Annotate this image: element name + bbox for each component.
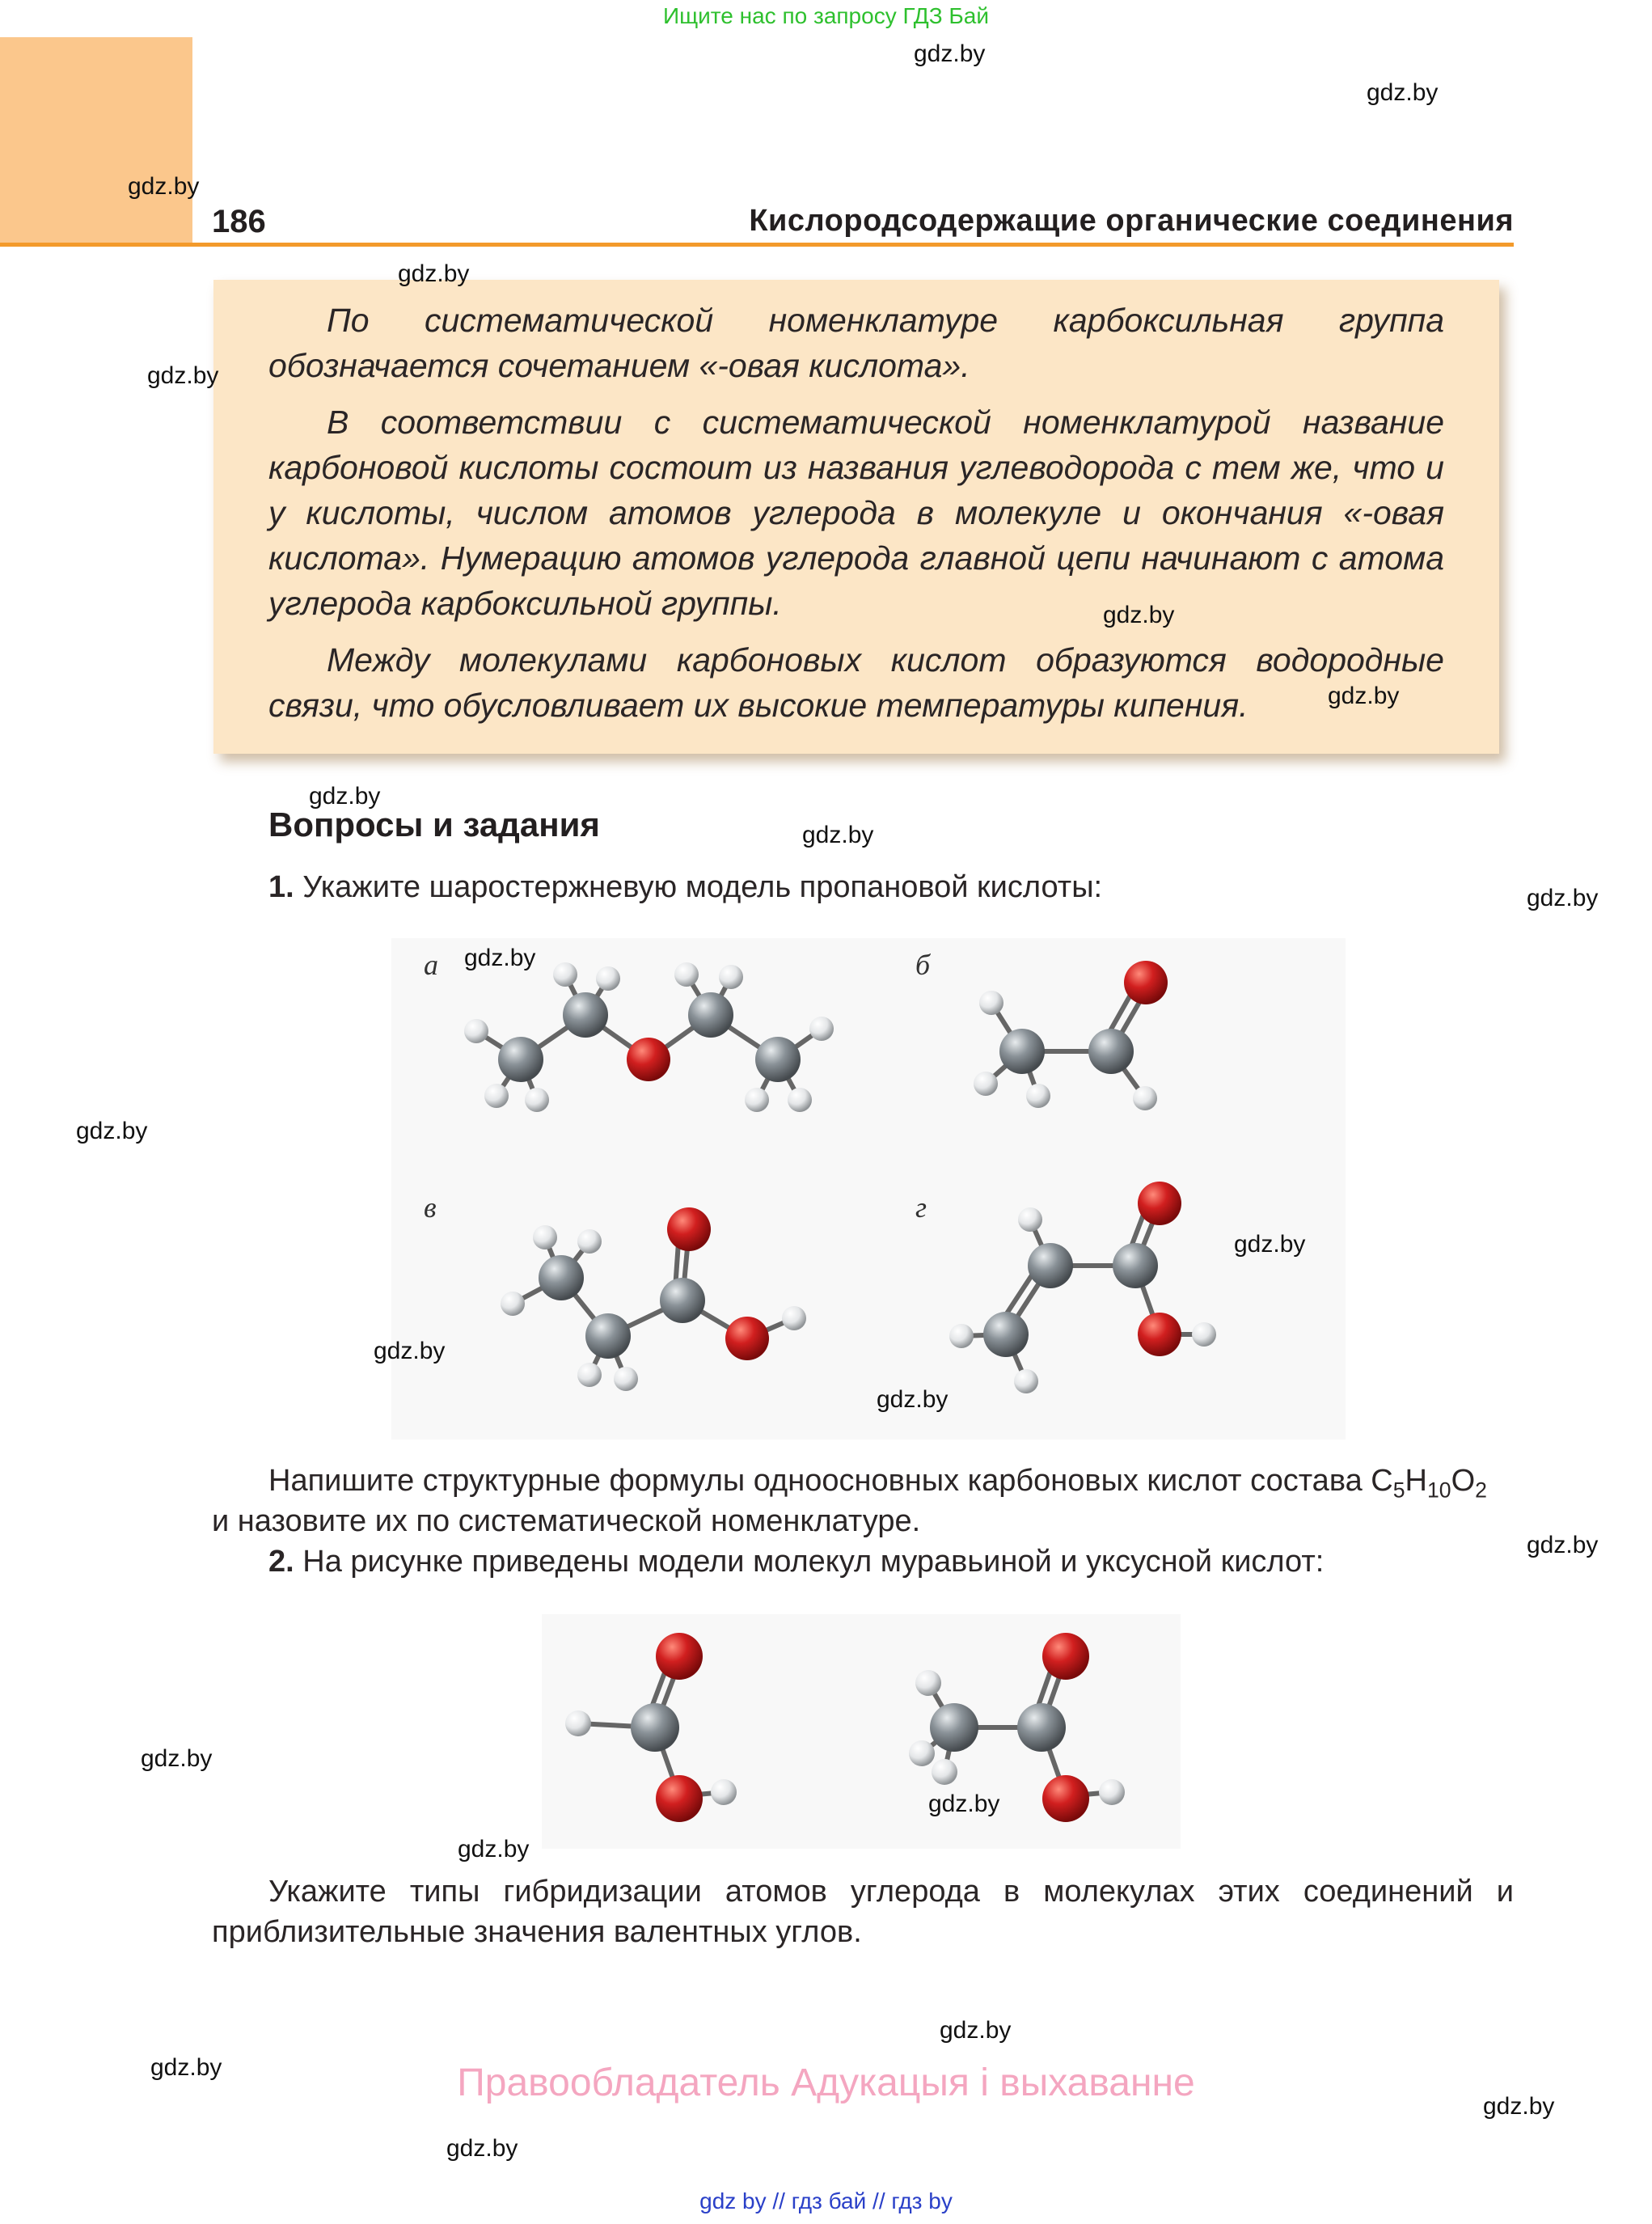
question-2-followup: Укажите типы гибридизации атомов углерода в молекулах этих соединений и приблизительные значения валентных углов.: [212, 1875, 1514, 1949]
rule-paragraph-3: Между молекулами карбоновых кислот образуются водородные связи, что обусловливает их высокие температуры кипения.: [268, 641, 1444, 724]
watermark: gdz.by: [128, 173, 200, 200]
rule-paragraph-1: По систематической номенклатуре карбоксильная группа обозначается сочетанием «-овая кислота».: [268, 302, 1444, 384]
question-2-text: На рисунке приведены модели молекул муравьиной и уксусной кислот:: [302, 1545, 1325, 1579]
watermark: gdz.by: [374, 1338, 446, 1364]
rule-box: [213, 280, 1499, 754]
watermark: gdz.by: [1328, 683, 1400, 709]
formula-h-index: 10: [1426, 1478, 1451, 1503]
rule-paragraph-2: В соответствии с систематической номенклатурой название карбоновой кислоты состоит из названия углеводорода с тем же, что и у кислоты, числом атомов углерода в молекуле и окончания «-овая кислота». Нумерацию атомов углерода главной цепи начинают с атома углерода карбоксильной группы.: [268, 404, 1444, 622]
watermark: gdz.by: [150, 2054, 222, 2081]
watermark: gdz.by: [141, 1745, 213, 1772]
watermark: gdz.by: [802, 822, 874, 848]
question-2-number: 2.: [268, 1545, 294, 1579]
label-v: в: [424, 1191, 437, 1224]
watermark: gdz.by: [1103, 602, 1175, 628]
bottom-links[interactable]: gdz by // гдз бай // гдз by: [699, 2188, 953, 2213]
watermark: gdz.by: [877, 1386, 949, 1413]
formula-c-index: 5: [1392, 1478, 1405, 1503]
q2-molecule-figure: [542, 1614, 1181, 1849]
molecule-g-atoms: [949, 1182, 1216, 1393]
watermark: gdz.by: [1527, 1532, 1599, 1558]
formula-o-index: 2: [1475, 1478, 1487, 1503]
watermark: gdz.by: [914, 40, 986, 67]
formula-o-symbol: O: [1451, 1464, 1476, 1498]
label-a: а: [424, 949, 438, 981]
watermark: gdz.by: [398, 260, 470, 287]
molecule-v-atoms: [501, 1207, 806, 1391]
watermark: gdz.by: [76, 1118, 148, 1144]
page-corner-tab: [0, 37, 192, 244]
watermark: gdz.by: [1234, 1231, 1306, 1258]
molecule-a-atoms: [464, 962, 834, 1112]
watermark: gdz.by: [1483, 2093, 1555, 2120]
chapter-title: Кислородсодержащие органические соединения: [749, 204, 1514, 238]
watermark: gdz.by: [464, 945, 536, 971]
watermark: gdz.by: [458, 1836, 530, 1862]
formula-h-symbol: H: [1405, 1464, 1427, 1498]
top-search-note: Ищите нас по запросу ГДЗ Бай: [662, 3, 990, 28]
watermark: gdz.by: [147, 362, 219, 389]
questions-title: Вопросы и задания: [268, 805, 600, 844]
watermark: gdz.by: [1527, 885, 1599, 911]
watermark: gdz.by: [928, 1791, 1000, 1817]
q1-molecule-figure: [391, 938, 1346, 1440]
label-g: г: [915, 1191, 927, 1224]
question-1-followup-main: Напишите структурные формулы одноосновных карбоновых кислот состава C: [268, 1464, 1393, 1498]
question-1: [268, 867, 1514, 907]
copyright-notice: Правообладатель Адукацыя і выхаванне: [457, 2061, 1195, 2104]
question-1-number: 1.: [268, 870, 294, 904]
watermark: gdz.by: [309, 783, 381, 810]
watermark: gdz.by: [940, 2017, 1012, 2044]
label-b: б: [915, 949, 931, 981]
page-number: 186: [212, 204, 266, 239]
question-1-followup-tail: и назовите их по систематической номенклатуре.: [212, 1504, 921, 1538]
question-1-text: Укажите шаростержневую модель пропановой кислоты:: [302, 870, 1103, 904]
formic-acid-atoms: [565, 1633, 737, 1822]
header-divider: [0, 243, 1514, 247]
question-2: [268, 1541, 1514, 1582]
watermark: gdz.by: [1367, 79, 1439, 106]
watermark: gdz.by: [446, 2135, 518, 2162]
